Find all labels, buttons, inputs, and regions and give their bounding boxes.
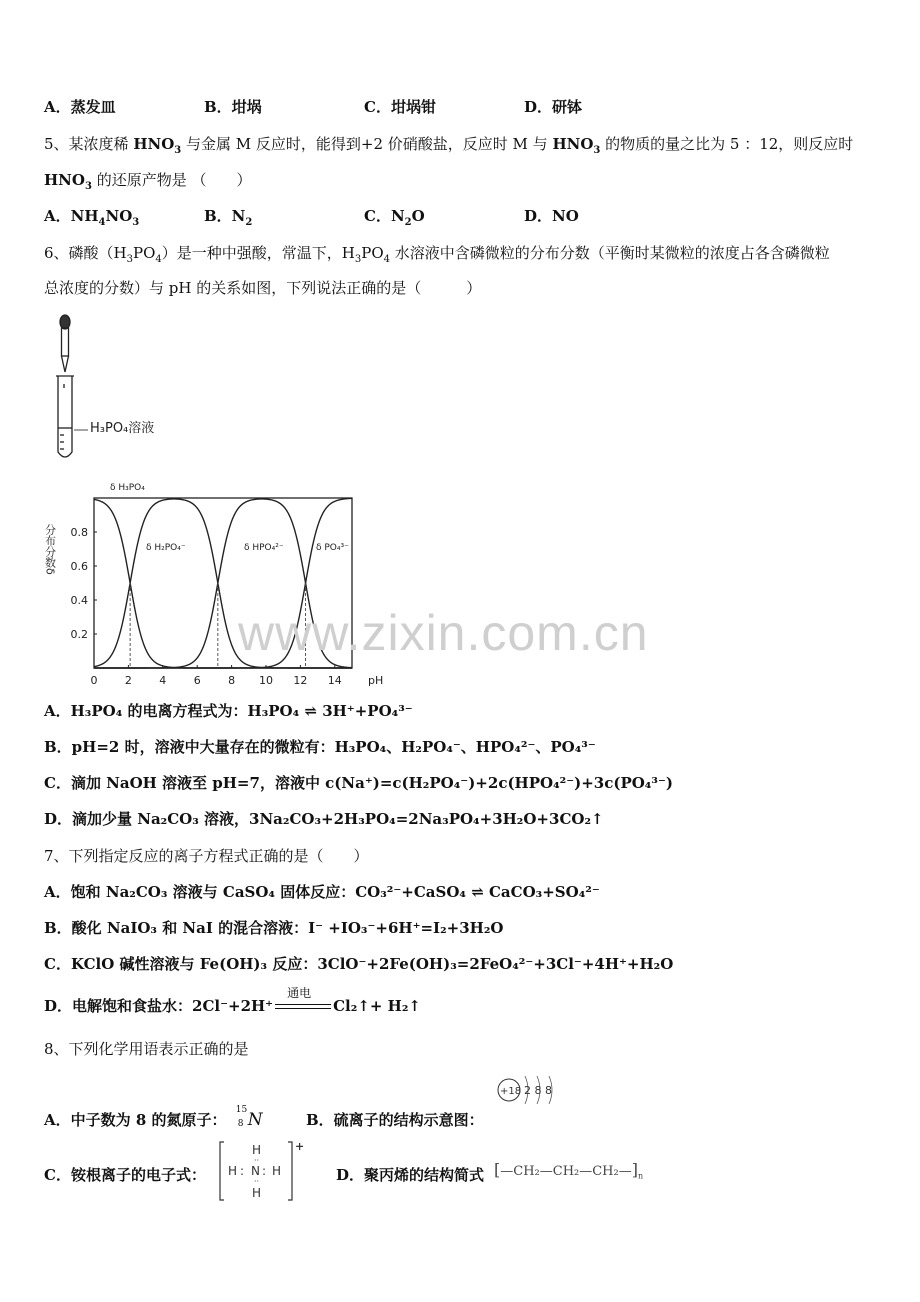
ammonium-electron-formula — [218, 1140, 310, 1202]
x-tick-label: 10 — [259, 674, 273, 687]
svg-text:+: + — [295, 1140, 305, 1153]
q8-option-d: D．聚丙烯的结构简式 — [336, 1166, 485, 1184]
q6-option-b: B．pH=2 时，溶液中大量存在的微粒有：H₃PO₄、H₂PO₄⁻、HPO₄²⁻、PO₄³⁻ — [44, 738, 596, 756]
y-axis-label: 分布分数δ — [43, 524, 57, 575]
q5-option-d: D．NO — [524, 207, 579, 225]
q5-option-b: B．$N_2$ — [204, 207, 253, 228]
svg-text:··: ·· — [254, 1177, 260, 1186]
q8-option-a: A．中子数为 8 的氮原子： 15 8 N — [44, 1105, 263, 1130]
dropper-test-tube-figure — [44, 308, 204, 468]
q8-stem: 8、下列化学用语表示正确的是 — [44, 1040, 249, 1058]
q5-option-c: C．$N_2O$ — [364, 207, 425, 228]
q8-option-b: B．硫离子的结构示意图： — [306, 1111, 484, 1129]
y-tick-label: 0.2 — [70, 628, 88, 641]
x-tick-label: 0 — [90, 674, 98, 687]
q6-option-d: D．滴加少量 Na₂CO₃ 溶液，3Na₂CO₃+2H₃PO₄=2Na₃PO₄+3H₂O+3CO₂↑ — [44, 810, 604, 828]
series-label-3: δ HPO₄²⁻ — [244, 543, 284, 553]
svg-text:N: N — [251, 1164, 260, 1178]
y-tick-label: 0.6 — [70, 560, 88, 573]
q7-stem: 7、下列指定反应的离子方程式正确的是（ ） — [44, 847, 369, 865]
q4-option-d: D．研钵 — [524, 98, 583, 116]
q4-option-c: C．坩埚钳 — [364, 98, 436, 116]
x-tick-label: 6 — [193, 674, 201, 687]
q8-option-c: C．铵根离子的电子式： — [44, 1166, 206, 1184]
x-axis-label: pH — [368, 674, 384, 687]
x-tick-label: 4 — [159, 674, 167, 687]
q5-option-a: A．$NH_4NO_3$ — [44, 207, 140, 228]
q7-option-a: A．饱和 Na₂CO₃ 溶液与 CaSO₄ 固体反应：CO₃²⁻+CaSO₄ ⇌ CaCO₃+SO₄²⁻ — [44, 883, 600, 901]
q7-option-b: B．酸化 NaIO₃ 和 NaI 的混合溶液：I⁻ +IO₃⁻+6H⁺=I₂+3H₂O — [44, 919, 504, 937]
x-tick-label: 2 — [124, 674, 132, 687]
svg-text:H: H — [228, 1164, 238, 1178]
svg-text::: : — [240, 1164, 245, 1178]
svg-text::: : — [262, 1164, 267, 1178]
x-tick-label: 12 — [293, 674, 308, 687]
y-tick-label: 0.4 — [70, 594, 88, 607]
q7-option-d: D．电解饱和食盐水：2Cl⁻+2H⁺ 通电 Cl₂↑+ H₂↑ — [44, 986, 421, 1015]
svg-text:H: H — [272, 1164, 282, 1178]
x-tick-label: 14 — [327, 674, 342, 687]
y-tick-label: 0.8 — [70, 526, 88, 539]
svg-text:+18: +18 — [500, 1086, 522, 1097]
q6-stem-line2: 总浓度的分数）与 pH 的关系如图，下列说法正确的是（ ） — [44, 279, 482, 297]
q4-option-b: B．坩埚 — [204, 98, 262, 116]
svg-text:2 8 8: 2 8 8 — [524, 1084, 552, 1097]
q4-option-a: A．蒸发皿 — [44, 98, 116, 116]
sulfide-ion-diagram — [494, 1072, 566, 1106]
series-label-1: δ H₃PO₄ — [110, 483, 145, 493]
svg-text:H: H — [252, 1143, 262, 1157]
q7-option-c: C．KClO 碱性溶液与 Fe(OH)₃ 反应：3ClO⁻+2Fe(OH)₃=2FeO₄²⁻+3Cl⁻+4H⁺+H₂O — [44, 955, 674, 973]
test-tube-icon — [56, 376, 88, 457]
series-label-4: δ PO₄³⁻ — [316, 543, 349, 553]
tube-label: H₃PO₄溶液 — [90, 421, 155, 436]
q6-option-a: A．H₃PO₄ 的电离方程式为：H₃PO₄ ⇌ 3H⁺+PO₄³⁻ — [44, 702, 413, 720]
dropper-icon — [60, 315, 70, 372]
q5-stem-line1: 5、某浓度稀 $HNO_3$ 与金属 M 反应时，能得到+2 价硝酸盐，反应时 M 与 $HNO_3$ 的物质的量之比为 5 ：12，则反应时 — [44, 135, 854, 156]
q6-option-c: C．滴加 NaOH 溶液至 pH=7，溶液中 c(Na⁺)=c(H₂PO₄⁻)+2c(HPO₄²⁻)+3c(PO₄³⁻) — [44, 774, 673, 792]
q5-stem-line2: $HNO_3$ 的还原产物是 （ ） — [44, 171, 252, 192]
q6-stem-line1: 6、磷酸$(H_3PO_4)$是一种中强酸，常温下，$H_3PO_4$ 水溶液中含磷微粒的分布分数（平衡时某微粒的浓度占各含磷微粒 — [44, 244, 830, 265]
nitrogen-isotope-symbol: 15 8 N — [235, 1105, 263, 1130]
polypropylene-formula: $[—CH_2—CH_2—CH_2—]_n$ — [494, 1160, 644, 1181]
svg-text:H: H — [252, 1186, 262, 1200]
watermark: www.zixin.com.cn — [238, 605, 649, 661]
x-tick-label: 8 — [228, 674, 236, 687]
electrolysis-arrow: 通电 — [275, 1000, 331, 1014]
series-label-2: δ H₂PO₄⁻ — [146, 543, 186, 553]
svg-text:··: ·· — [254, 1156, 260, 1165]
